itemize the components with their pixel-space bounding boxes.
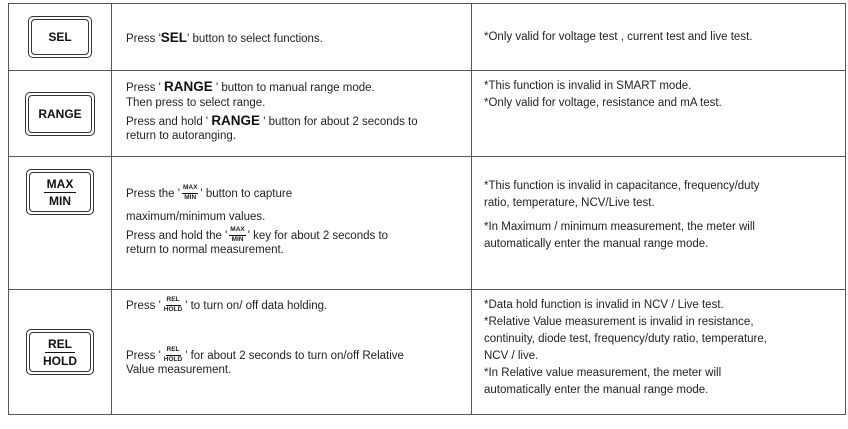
rel-hold-inline-icon: REL HOLD [163,346,183,363]
note-line: *Only valid for voltage, resistance and mA test. [484,97,722,109]
description-cell [112,4,472,70]
description-cell [112,71,472,156]
range-key-inline: RANGE [211,113,261,128]
description-cell [112,290,472,414]
note-line: *This function is invalid in SMART mode. [484,80,692,92]
sel-key-label: SEL [48,30,72,44]
description-line: Press ' REL HOLD ' to turn on/ off data holding. [126,296,328,313]
range-key-icon [25,92,95,136]
description-line: Press the ' MAX MIN ' button to capture [126,184,293,201]
table-row-range [9,71,845,157]
notes-cell [472,71,845,156]
note-line: continuity, diode test, frequency/duty ratio, temperature, [484,333,767,345]
note-line: automatically enter the manual range mode. [484,384,709,396]
rel-hold-key-icon [26,329,94,375]
table-row-rel-hold [9,290,845,414]
function-table [8,3,846,415]
table-row-sel [9,4,845,71]
notes-cell [472,4,845,70]
button-cell [9,157,112,289]
note-line: *Relative Value measurement is invalid in resistance, [484,316,754,328]
description-line: maximum/minimum values. [126,211,266,223]
range-key-label: RANGE [38,106,82,121]
description-cell [112,157,472,289]
sel-key-inline: SEL [160,30,188,45]
button-cell [9,4,112,70]
description-line: Press ' RANGE ' button to manual range mode. [126,79,375,94]
description-line: Then press to select range. [126,97,266,109]
description-line: return to normal measurement. [126,244,284,256]
max-min-inline-icon: MAX MIN [230,226,245,243]
description-line: Press ' REL HOLD ' for about 2 seconds to turn on/off Relative [126,346,404,363]
table-row-max-min [9,157,845,290]
sel-key-icon [28,16,92,58]
notes-cell [472,157,845,289]
rel-hold-inline-icon: REL HOLD [163,296,183,313]
rel-key-label: REL [45,338,75,353]
description-line: Value measurement. [126,364,232,376]
note-line: *Only valid for voltage test , current test and live test. [484,31,753,43]
note-line: automatically enter the manual range mode. [484,238,709,250]
max-min-key-icon [26,169,94,215]
hold-key-label: HOLD [43,353,77,368]
note-line: *In Maximum / minimum measurement, the meter will [484,221,755,233]
note-line: *Data hold function is invalid in NCV / Live test. [484,299,724,311]
description-line: Press and hold ' RANGE ' button for about 2 seconds to [126,113,418,128]
description-line: Press and hold the ' MAX MIN ' key for about 2 seconds to [126,226,389,243]
range-key-inline: RANGE [163,79,213,94]
button-cell [9,71,112,156]
button-cell [9,290,112,414]
max-min-inline-icon: MAX MIN [182,184,198,201]
note-line: NCV / live. [484,350,539,362]
note-line: ratio, temperature, NCV/Live test. [484,197,655,209]
min-key-label: MIN [48,193,71,208]
max-key-label: MAX [44,178,77,193]
description-line: return to autoranging. [126,130,236,142]
note-line: *This function is invalid in capacitance, frequency/duty [484,180,760,192]
description-line: Press 'SEL' button to select functions. [126,30,323,45]
notes-cell [472,290,845,414]
note-line: *In Relative value measurement, the meter will [484,367,722,379]
